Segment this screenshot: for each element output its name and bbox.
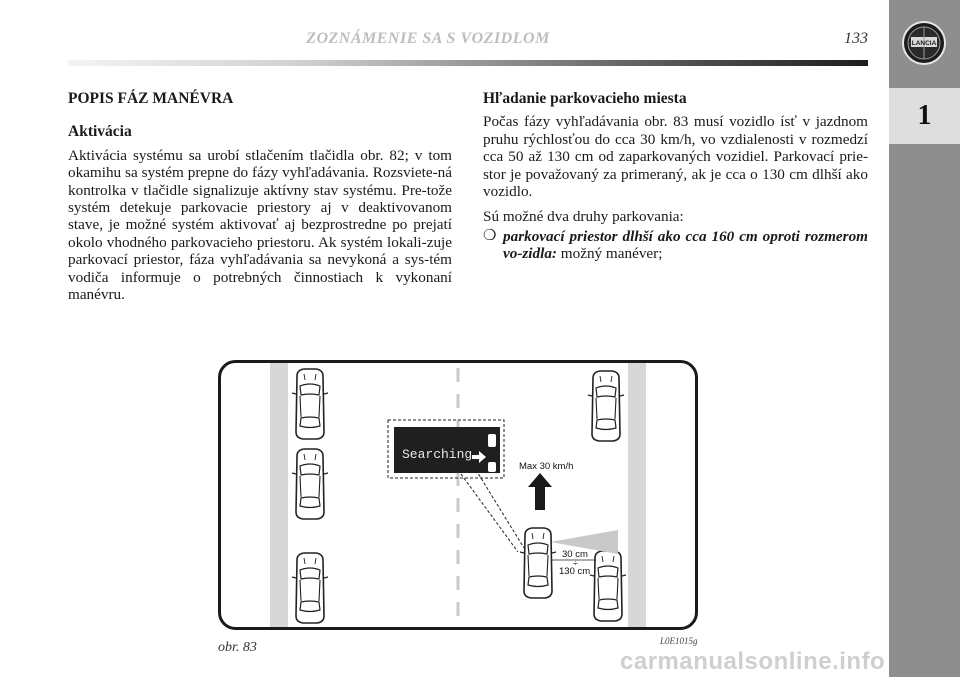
logo-text: LANCIA [911, 40, 937, 47]
display-text: Searching [402, 447, 473, 462]
parked-car-right-2 [590, 551, 626, 621]
chapter-number: 1 [889, 88, 960, 144]
parking-types-intro: Sú možné dva druhy parkovania: [483, 208, 684, 226]
figure-caption: obr. 83 [218, 640, 257, 655]
left-curb [270, 363, 288, 627]
parked-car-left-2 [292, 449, 328, 519]
bullet-item [483, 228, 868, 263]
distance-min-label: 30 cm [562, 549, 588, 560]
parked-car-left-1 [292, 369, 328, 439]
right-curb [628, 363, 646, 627]
subheading-searching: Hľadanie parkovacieho miesta [483, 90, 687, 107]
bullet-rest: možný manéver; [557, 245, 663, 263]
left-column [68, 90, 452, 311]
speed-label: Max 30 km/h [519, 461, 574, 472]
parking-search-diagram [218, 360, 698, 630]
page-number: 133 [844, 30, 868, 47]
searching-car [520, 528, 556, 598]
display-car-icon-1 [488, 434, 496, 447]
lancia-logo-icon [901, 20, 947, 66]
watermark: carmanualsonline.info [620, 648, 886, 675]
parked-car-left-3 [292, 553, 328, 623]
parked-car-right-1 [588, 371, 624, 441]
right-column [483, 90, 868, 263]
bullet-circle-icon: ❍ [483, 227, 497, 244]
bullet-emphasis: parkovací priestor dlhší ako cca 160 cm oproti rozmerom vo-zidla: [503, 227, 868, 263]
figure-code: L0E1015g [660, 636, 698, 646]
activation-paragraph: Aktivácia systému sa urobí stlačením tlačidla obr. 82; v tom okamihu sa systém prepne do fázy vyhľadávania. Rozsviete-ná kontrolka v tlačidle signalizuje aktívny stav systému. Pre-tože systém detekuje parkovacie priestory aj v deaktivovanom stave, je možné systém aktivovať aj bezprostredne po prejatí okolo vhodného parkovacieho priestoru. Ak systém lokali-zuje parkovací priestor, fáza vyhľadávania sa nevykoná a sys-tém vodiča informuje o potrebných činnostiach k vykonaní manévru. [68, 146, 452, 304]
section-title: POPIS FÁZ MANÉVRA [68, 90, 234, 107]
distance-max-label: 130 cm [559, 566, 591, 577]
distance-separator: ÷ [573, 558, 578, 568]
bullet-text [503, 228, 868, 263]
display-car-icon-2 [488, 462, 496, 472]
header-title: ZOZNÁMENIE SA S VOZIDLOM [306, 30, 550, 47]
searching-paragraph: Počas fázy vyhľadávania obr. 83 musí vozidlo ísť v jazdnom pruhu rýchlosťou do cca 30 km/h, vo vzdialenosti v rozmedzí cca 50 až 130 cm od zaparkovaných vozidiel. Parkovací prie-stor je považovaný za primeraný, ak je cca o 130 cm dlhší ako vozidlo. [483, 113, 868, 201]
subheading-activation: Aktivácia [68, 123, 132, 141]
header-rule [68, 60, 868, 66]
